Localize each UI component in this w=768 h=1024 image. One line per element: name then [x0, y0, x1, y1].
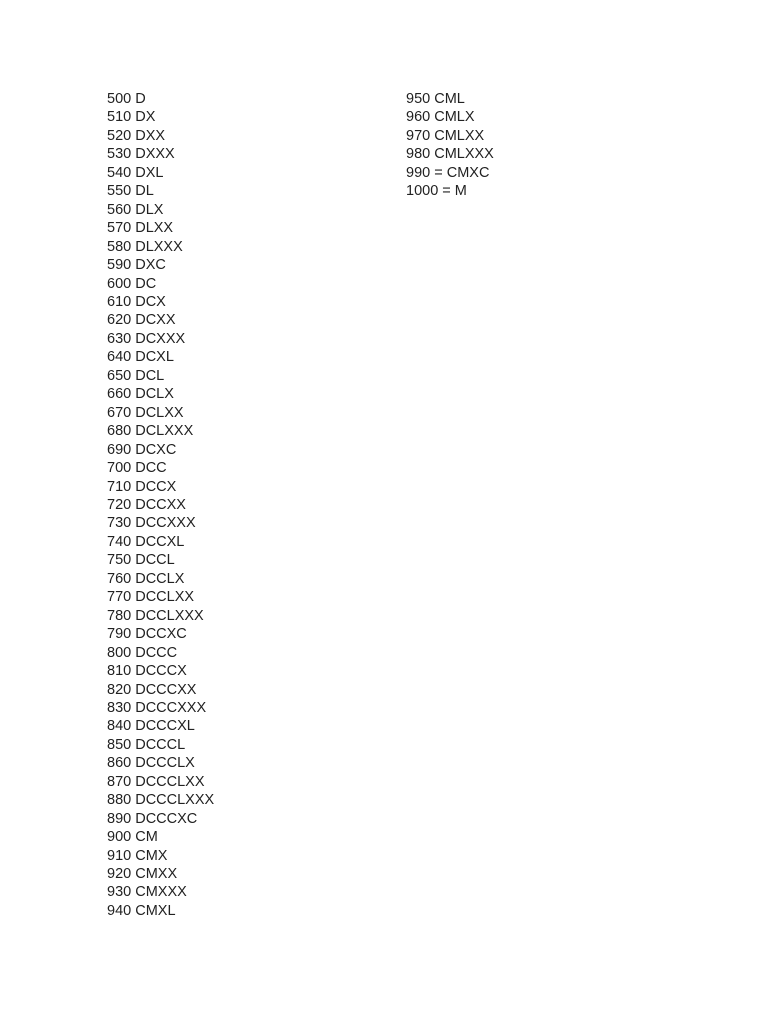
- numeral-line: 500 D: [107, 91, 146, 107]
- numeral-line: 970 CMLXX: [406, 127, 485, 144]
- numeral-line: 600 DC: [107, 275, 157, 292]
- right-column: [406, 90, 494, 201]
- numeral-line: 720 DCCXX: [107, 496, 186, 513]
- numeral-line: 960 CMLX: [406, 109, 475, 126]
- numeral-line: 800 DCCC: [107, 644, 178, 661]
- numeral-line: 920 CMXX: [107, 866, 178, 883]
- numeral-line: 570 DLXX: [107, 220, 174, 237]
- numeral-line: 770 DCCLXX: [107, 589, 195, 606]
- numeral-line: 560 DLX: [107, 201, 164, 218]
- numeral-line: 890 DCCCXC: [107, 810, 198, 827]
- numeral-line: 630 DCXXX: [107, 330, 186, 347]
- numeral-line: 900 CM: [107, 829, 158, 846]
- numeral-line: 530 DXXX: [107, 146, 175, 163]
- numeral-line: 690 DCXC: [107, 441, 177, 458]
- numeral-line: 550 DL: [107, 183, 154, 200]
- numeral-line: 640 DCXL: [107, 349, 174, 366]
- numeral-line: 710 DCCX: [107, 478, 177, 495]
- numeral-line: 510 DX: [107, 109, 156, 126]
- numeral-line: 760 DCCLX: [107, 570, 185, 587]
- left-column: [107, 90, 214, 920]
- numeral-line: 950 CML: [406, 91, 465, 107]
- numeral-line: 990 = CMXC: [406, 164, 490, 181]
- numeral-line: 750 DCCL: [107, 552, 175, 569]
- numeral-line: 590 DXC: [107, 257, 166, 274]
- numeral-line: 850 DCCCL: [107, 736, 186, 753]
- numeral-line: 980 CMLXXX: [406, 146, 494, 163]
- numeral-line: 830 DCCCXXX: [107, 699, 207, 716]
- numeral-line: 700 DCC: [107, 460, 167, 477]
- numeral-line: 780 DCCLXXX: [107, 607, 204, 624]
- numeral-line: 820 DCCCXX: [107, 681, 197, 698]
- numeral-line: 660 DCLX: [107, 386, 174, 403]
- numeral-line: 580 DLXXX: [107, 238, 183, 255]
- numeral-line: 540 DXL: [107, 164, 164, 181]
- numeral-line: 610 DCX: [107, 293, 166, 310]
- numeral-line: 870 DCCCLXX: [107, 773, 205, 790]
- numeral-line: 840 DCCCXL: [107, 718, 195, 735]
- numeral-line: 910 CMX: [107, 847, 168, 864]
- numeral-line: 810 DCCCX: [107, 663, 187, 680]
- numeral-line: 520 DXX: [107, 127, 166, 144]
- numeral-line: 790 DCCXC: [107, 626, 187, 643]
- numeral-line: 730 DCCXXX: [107, 515, 196, 532]
- numeral-line: 680 DCLXXX: [107, 423, 194, 440]
- numeral-line: 1000 = M: [406, 183, 467, 200]
- numeral-line: 930 CMXXX: [107, 884, 187, 901]
- numeral-line: 620 DCXX: [107, 312, 176, 329]
- numeral-line: 650 DCL: [107, 367, 165, 384]
- numeral-line: 940 CMXL: [107, 902, 176, 919]
- numeral-line: 740 DCCXL: [107, 533, 185, 550]
- numeral-line: 880 DCCCLXXX: [107, 792, 215, 809]
- numeral-line: 860 DCCCLX: [107, 755, 195, 772]
- numeral-line: 670 DCLXX: [107, 404, 184, 421]
